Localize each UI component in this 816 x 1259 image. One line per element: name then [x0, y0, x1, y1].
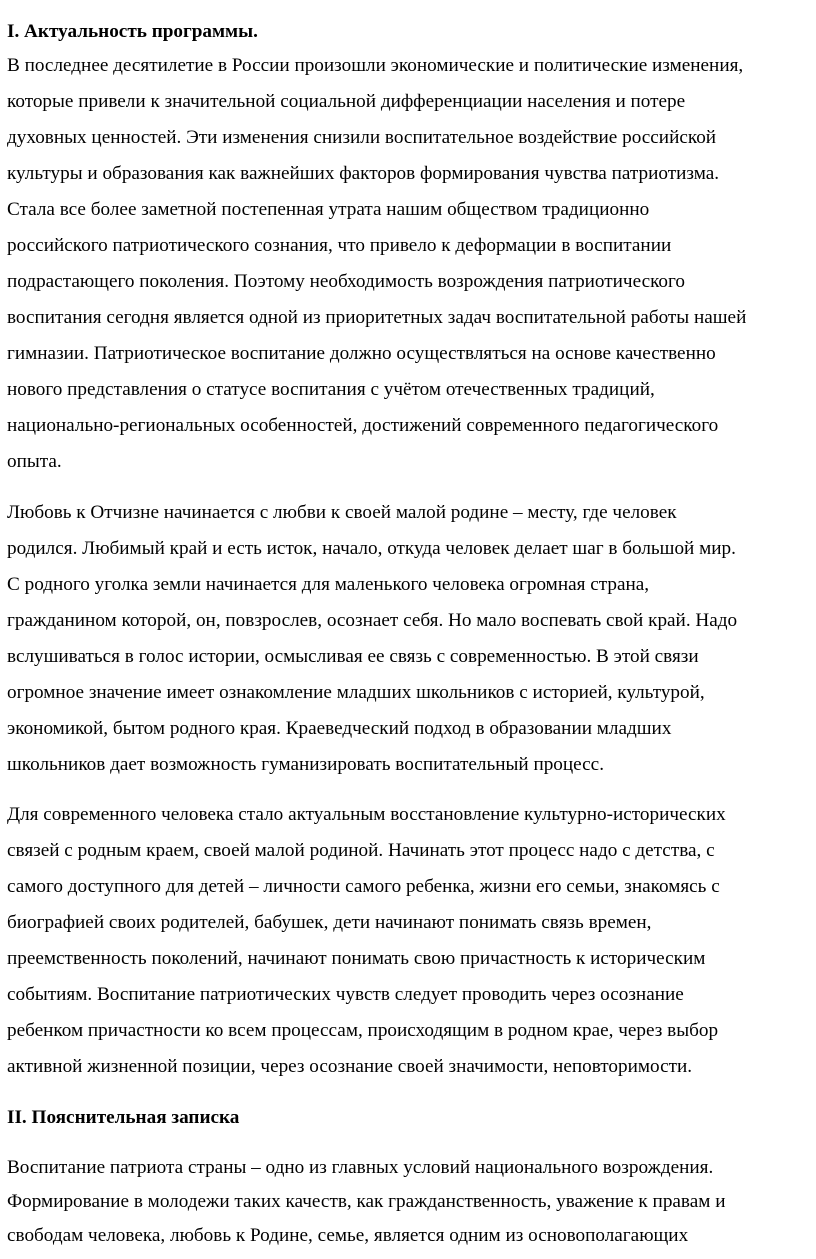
text-line: огромное значение имеет ознакомление младших школьников с историей, культурой,: [7, 682, 705, 703]
text-line: опыта.: [7, 451, 62, 472]
text-line: связей с родным краем, своей малой родиной. Начинать этот процесс надо с детства, с: [7, 840, 715, 861]
section-heading-explanatory-note: II. Пояснительная записка: [7, 1107, 240, 1128]
text-line: экономикой, бытом родного края. Краеведческий подход в образовании младших: [7, 718, 672, 739]
text-line: Любовь к Отчизне начинается с любви к своей малой родине – месту, где человек: [7, 502, 677, 523]
paragraph-homeland: [7, 495, 813, 783]
text-line: событиям. Воспитание патриотических чувств следует проводить через осознание: [7, 984, 684, 1005]
text-line: вслушиваться в голос истории, осмысливая ее связь с современностью. В этой связи: [7, 646, 699, 667]
paragraph-relevance: [7, 48, 813, 480]
text-line: Формирование в молодежи таких качеств, как гражданственность, уважение к правам и: [7, 1191, 726, 1212]
text-line: культуры и образования как важнейших факторов формирования чувства патриотизма.: [7, 163, 720, 184]
text-line: свободам человека, любовь к Родине, семье, является одним из основополагающих: [7, 1225, 689, 1246]
text-line: Стала все более заметной постепенная утрата нашим обществом традиционно: [7, 199, 650, 220]
text-line: ребенком причастности ко всем процессам, происходящим в родном крае, через выбор: [7, 1020, 719, 1041]
text-line: самого доступного для детей – личности самого ребенка, жизни его семьи, знакомясь с: [7, 876, 720, 897]
text-line: которые привели к значительной социальной дифференциации населения и потере: [7, 91, 686, 112]
text-line: воспитания сегодня является одной из приоритетных задач воспитательной работы нашей: [7, 307, 747, 328]
text-line: С родного уголка земли начинается для маленького человека огромная страна,: [7, 574, 650, 595]
text-line: российского патриотического сознания, что привело к деформации в воспитании: [7, 235, 672, 256]
text-line: духовных ценностей. Эти изменения снизили воспитательное воздействие российской: [7, 127, 717, 148]
text-line: родился. Любимый край и есть исток, начало, откуда человек делает шаг в большой мир.: [7, 538, 736, 559]
section-heading-relevance: I. Актуальность программы.: [7, 21, 258, 42]
text-line: преемственность поколений, начинают понимать свою причастность к историческим: [7, 948, 706, 969]
text-line: нового представления о статусе воспитания с учётом отечественных традиций,: [7, 379, 655, 400]
text-line: школьников дает возможность гуманизировать воспитательный процесс.: [7, 754, 604, 775]
text-line: гражданином которой, он, повзрослев, осознает себя. Но мало воспевать свой край. Надо: [7, 610, 738, 631]
text-line: подрастающего поколения. Поэтому необходимость возрождения патриотического: [7, 271, 686, 292]
text-line: биографией своих родителей, бабушек, дети начинают понимать связь времен,: [7, 912, 652, 933]
paragraph-cultural-ties: [7, 797, 813, 1085]
text-line: гимназии. Патриотическое воспитание должно осуществляться на основе качественно: [7, 343, 716, 364]
text-line: активной жизненной позиции, через осознание своей значимости, неповторимости.: [7, 1056, 693, 1077]
text-line: Для современного человека стало актуальным восстановление культурно-исторических: [7, 804, 726, 825]
text-line: национально-региональных особенностей, достижений современного педагогического: [7, 415, 719, 436]
paragraph-patriot-education: [7, 1156, 813, 1248]
text-line: В последнее десятилетие в России произошли экономические и политические изменения,: [7, 55, 744, 76]
text-line: Воспитание патриота страны – одно из главных условий национального возрождения.: [7, 1157, 714, 1178]
